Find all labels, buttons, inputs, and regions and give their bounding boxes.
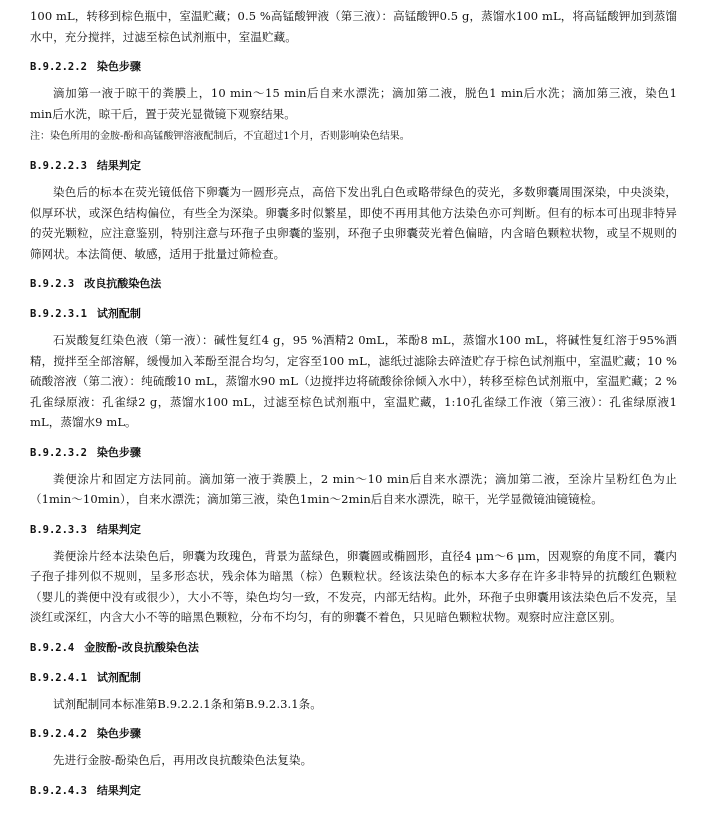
paragraph: 粪便涂片和固定方法同前。滴加第一液于粪膜上，2 min～10 min后自来水漂洗；滴加第二液，至涂片呈粉红色为止（1min～10min），自来水漂洗；滴加第三液，染色1min～2min后自来水漂洗，晾干，光学显微镜油镜镜检。 — [30, 471, 677, 506]
paragraph: 100 mL，转移到棕色瓶中，室温贮藏；0.5 %高锰酸钾液（第三液）：高锰酸钾0.5 g，蒸馏水100 mL，将高锰酸钾加到蒸馏水中，充分搅拌，过滤至棕色试剂瓶中，室温贮藏。 — [30, 9, 677, 44]
paragraph: 先进行金胺-酚染色后，再用改良抗酸染色法复染。 — [53, 753, 313, 767]
paragraph: 滴加第一液于晾干的粪膜上，10 min～15 min后自来水漂洗；滴加第二液，脱色1 min后水洗；滴加第三液，染色1 min后水洗，晾干后，置于荧光显微镜下观察结果。 — [30, 86, 677, 121]
section-heading — [30, 57, 677, 77]
paragraph: 粪便涂片经本法染色后，卵囊为玫瑰色，背景为蓝绿色，卵囊圆或椭圆形，直径4 μm～6 μm，因观察的角度不同，囊内子孢子排列似不规则，呈多形态状，残余体为暗黑（棕）色颗粒状。经该法染色的标本大多存在许多非特异的抗酸红色颗粒（婴儿的粪便中没有或很少），大小不等，染色均匀一致，不发亮，内部无结构。此外，环孢子虫卵囊用该法染色后不发亮，呈淡红或深红，内含大小不等的暗黑色颗粒，分布不均匀，有的卵囊不着色，只见暗色颗粒状物。观察时应注意区别。 — [30, 548, 677, 624]
section-title: 结果判定 — [96, 783, 141, 797]
section-heading — [30, 668, 677, 688]
section-heading — [30, 724, 677, 744]
section-number: B.9.2.2.3 — [30, 160, 87, 172]
section-title: 染色步骤 — [96, 727, 141, 740]
section-heading — [30, 274, 677, 294]
paragraph: 染色后的标本在荧光镜低倍下卵囊为一圆形亮点，高倍下发出乳白色或略带绿色的荧光，多数卵囊周围深染，中央淡染，似厚环状，或深色结构偏位，有些全为深染。卵囊多时似繁星，即使不再用其他方法染色亦可判断。但有的标本可出现非特异的荧光颗粒，应注意鉴别，特别注意与环孢子虫卵囊的鉴别，环孢子虫卵囊荧光着色偏暗，内含暗色颗粒状物，或呈不规则的筛网状。本法简便、敏感，适用于批量过筛检查。 — [30, 185, 677, 261]
paragraph: 石炭酸复红染色液（第一液）：碱性复红4 g，95 %酒精2 0mL，苯酚8 mL，蒸馏水100 mL，将碱性复红溶于95%酒精，搅拌至全部溶解，缓慢加入苯酚至混合均匀，定容至100 mL，滤纸过滤除去碎渣贮存于棕色试剂瓶中，室温贮藏；10 %硫酸溶液（第二液）：纯硫酸10 mL，蒸馏水90 mL（边搅拌边将硫酸徐徐倾入水中），转移至棕色试剂瓶中，室温贮藏；2 %孔雀绿原液：孔雀绿2 g，蒸馏水100 mL，过滤至棕色试剂瓶中，室温贮藏，1:10孔雀绿工作液（第三液）：孔雀绿原液1 mL，蒸馏水9 mL。 — [30, 333, 677, 429]
note: 注：染色所用的金胺-酚和高锰酸钾溶液配制后，不宜超过1个月，否则影响染色结果。 — [30, 131, 410, 142]
section-number: B.9.2.2.2 — [30, 61, 87, 73]
section-heading — [30, 781, 677, 801]
section-heading — [30, 304, 677, 324]
section-number: B.9.2.3.2 — [30, 446, 87, 459]
section-number: B.9.2.4.3 — [30, 784, 87, 797]
section-title: 改良抗酸染色法 — [84, 277, 162, 290]
section-title: 金胺酚-改良抗酸染色法 — [84, 640, 199, 654]
section-title: 染色步骤 — [96, 445, 141, 459]
section-number: B.9.2.3 — [30, 278, 75, 290]
section-title: 试剂配制 — [96, 670, 141, 684]
section-heading — [30, 520, 677, 540]
section-heading — [30, 443, 677, 463]
section-number: B.9.2.4 — [30, 641, 75, 654]
section-title: 结果判定 — [96, 159, 141, 172]
paragraph: 试剂配制同本标准第B.9.2.2.1条和第B.9.2.3.1条。 — [53, 696, 322, 711]
section-title: 结果判定 — [96, 522, 141, 536]
section-number: B.9.2.4.1 — [30, 671, 87, 684]
section-title: 试剂配制 — [96, 307, 141, 320]
section-heading — [30, 638, 677, 658]
section-number: B.9.2.4.2 — [30, 728, 87, 740]
section-heading — [30, 156, 677, 176]
section-number: B.9.2.3.1 — [30, 308, 87, 320]
section-number: B.9.2.3.3 — [30, 523, 87, 536]
section-title: 染色步骤 — [96, 60, 141, 73]
